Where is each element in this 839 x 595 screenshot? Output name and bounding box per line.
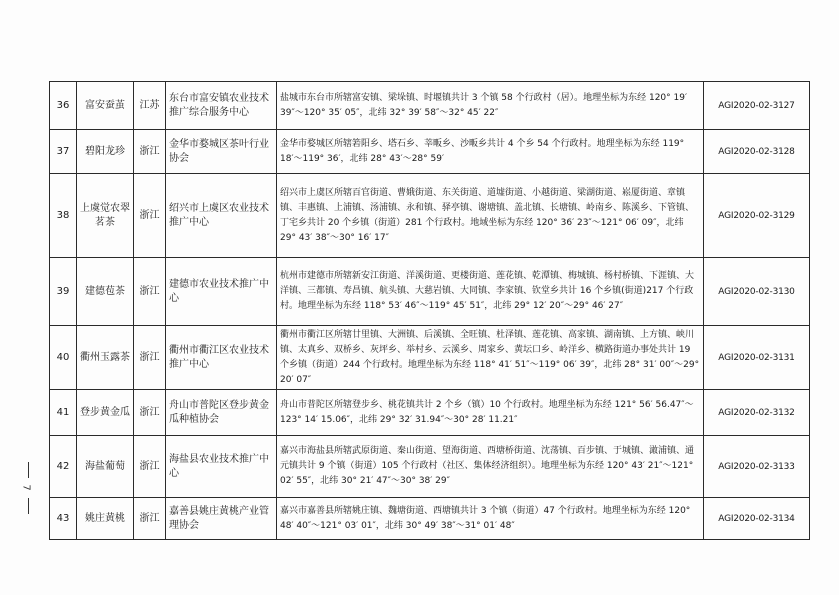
province: 浙江 bbox=[134, 498, 166, 540]
product-name: 海盐葡萄 bbox=[77, 436, 134, 498]
protected-area: 绍兴市上虞区所辖百官街道、曹娥街道、东关街道、道墟街道、小越街道、梁湖街道、崧厦街道、章镇镇、丰惠镇、上浦镇、汤浦镇、永和镇、驿亭镇、谢塘镇、盖北镇、长塘镇、岭南乡、陈溪乡、下管镇、丁宅乡共计 20 个乡镇（街道）281 个行政村。地域坐标为东经 120° 36′ 23″～121° 06′ 09″，北纬 29° 43′ 38″～30° 16′ 17″ bbox=[277, 174, 704, 258]
registration-code: AGI2020-02-3133 bbox=[704, 436, 810, 498]
province: 江苏 bbox=[134, 82, 166, 130]
row-number: 43 bbox=[50, 498, 77, 540]
table-row bbox=[50, 498, 810, 540]
province: 浙江 bbox=[134, 390, 166, 436]
protected-area: 金华市婺城区所辖箬阳乡、塔石乡、莘畈乡、沙畈乡共计 4 个乡 54 个行政村。地理坐标为东经 119° 18′～119° 36′，北纬 28° 43′～28° 59′ bbox=[277, 130, 704, 174]
applicant-org: 建德市农业技术推广中心 bbox=[166, 258, 277, 326]
product-name: 姚庄黄桃 bbox=[77, 498, 134, 540]
protected-area: 嘉兴市嘉善县所辖姚庄镇、魏塘街道、西塘镇共计 3 个镇（街道）47 个行政村。地理坐标为东经 120° 48′ 40″～121° 03′ 01″，北纬 30° 49′ 38″～31° 01′ 48″ bbox=[277, 498, 704, 540]
registration-code: AGI2020-02-3129 bbox=[704, 174, 810, 258]
row-number: 40 bbox=[50, 326, 77, 390]
registration-code: AGI2020-02-3128 bbox=[704, 130, 810, 174]
province: 浙江 bbox=[134, 326, 166, 390]
product-name: 富安蚕茧 bbox=[77, 82, 134, 130]
protected-area: 衢州市衢江区所辖廿里镇、大洲镇、后溪镇、全旺镇、杜泽镇、莲花镇、高家镇、湖南镇、上方镇、峡川镇、太真乡、双桥乡、灰坪乡、举村乡、云溪乡、周家乡、黄坛口乡、岭洋乡、横路街道办事处共计 19 个乡镇（街道）244 个行政村。地理坐标为东经 118° 41′ 51″～119° 06′ 39″，北纬 28° 31′ 00″～29° 20′ 07″ bbox=[277, 326, 704, 390]
row-number: 37 bbox=[50, 130, 77, 174]
province: 浙江 bbox=[134, 258, 166, 326]
applicant-org: 嘉善县姚庄黄桃产业管理协会 bbox=[166, 498, 277, 540]
row-number: 39 bbox=[50, 258, 77, 326]
applicant-org: 海盐县农业技术推广中心 bbox=[166, 436, 277, 498]
table-row bbox=[50, 326, 810, 390]
table-row bbox=[50, 258, 810, 326]
table-row bbox=[50, 82, 810, 130]
registration-code: AGI2020-02-3132 bbox=[704, 390, 810, 436]
registration-code: AGI2020-02-3131 bbox=[704, 326, 810, 390]
product-name: 上虞觉农翠茗茶 bbox=[77, 174, 134, 258]
province: 浙江 bbox=[134, 130, 166, 174]
row-number: 41 bbox=[50, 390, 77, 436]
page-dash-top bbox=[28, 462, 29, 478]
table-row bbox=[50, 436, 810, 498]
province: 浙江 bbox=[134, 174, 166, 258]
registration-code: AGI2020-02-3130 bbox=[704, 258, 810, 326]
protected-area: 嘉兴市海盐县所辖武原街道、秦山街道、望海街道、西塘桥街道、沈荡镇、百步镇、于城镇、澉浦镇、通元镇共计 9 个镇（街道）105 个行政村（社区、集体经济组织）。地理坐标为东经 120° 43′ 21″～121° 02′ 55″，北纬 30° 21′ 47″～30° 38′ 29″ bbox=[277, 436, 704, 498]
protected-area: 舟山市普陀区所辖登步乡、桃花镇共计 2 个乡（镇）10 个行政村。地理坐标为东经 121° 56′ 56.47″～123° 14′ 15.06″，北纬 29° 32′ 31.94″～30° 28′ 11.21″ bbox=[277, 390, 704, 436]
product-name: 登步黄金瓜 bbox=[77, 390, 134, 436]
page-dash-bottom bbox=[28, 498, 29, 514]
applicant-org: 东台市富安镇农业技术推广综合服务中心 bbox=[166, 82, 277, 130]
row-number: 36 bbox=[50, 82, 77, 130]
protected-area: 盐城市东台市所辖富安镇、梁垛镇、时堰镇共计 3 个镇 58 个行政村（居）。地理坐标为东经 120° 19′ 39″～120° 35′ 05″，北纬 32° 39′ 58″～32° 45′ 22″ bbox=[277, 82, 704, 130]
page-number: 7 bbox=[20, 484, 32, 491]
row-number: 38 bbox=[50, 174, 77, 258]
gi-registry-table bbox=[49, 81, 810, 540]
applicant-org: 衢州市衢江区农业技术推广中心 bbox=[166, 326, 277, 390]
applicant-org: 金华市婺城区茶叶行业协会 bbox=[166, 130, 277, 174]
product-name: 建德苞茶 bbox=[77, 258, 134, 326]
row-number: 42 bbox=[50, 436, 77, 498]
registration-code: AGI2020-02-3127 bbox=[704, 82, 810, 130]
applicant-org: 绍兴市上虞区农业技术推广中心 bbox=[166, 174, 277, 258]
table-row bbox=[50, 130, 810, 174]
page-number-mark bbox=[21, 462, 37, 518]
province: 浙江 bbox=[134, 436, 166, 498]
table-row bbox=[50, 390, 810, 436]
registration-code: AGI2020-02-3134 bbox=[704, 498, 810, 540]
product-name: 碧阳龙珍 bbox=[77, 130, 134, 174]
applicant-org: 舟山市普陀区登步黄金瓜种植协会 bbox=[166, 390, 277, 436]
table-row bbox=[50, 174, 810, 258]
protected-area: 杭州市建德市所辖新安江街道、洋溪街道、更楼街道、莲花镇、乾潭镇、梅城镇、杨村桥镇、下涯镇、大洋镇、三都镇、寿昌镇、航头镇、大慈岩镇、大同镇、李家镇、钦堂乡共计 16 个乡镇(街道)217 个行政村。地理坐标为东经 118° 53′ 46″～119° 45′ 51″，北纬 29° 12′ 20″～29° 46′ 27″ bbox=[277, 258, 704, 326]
product-name: 衢州玉露茶 bbox=[77, 326, 134, 390]
